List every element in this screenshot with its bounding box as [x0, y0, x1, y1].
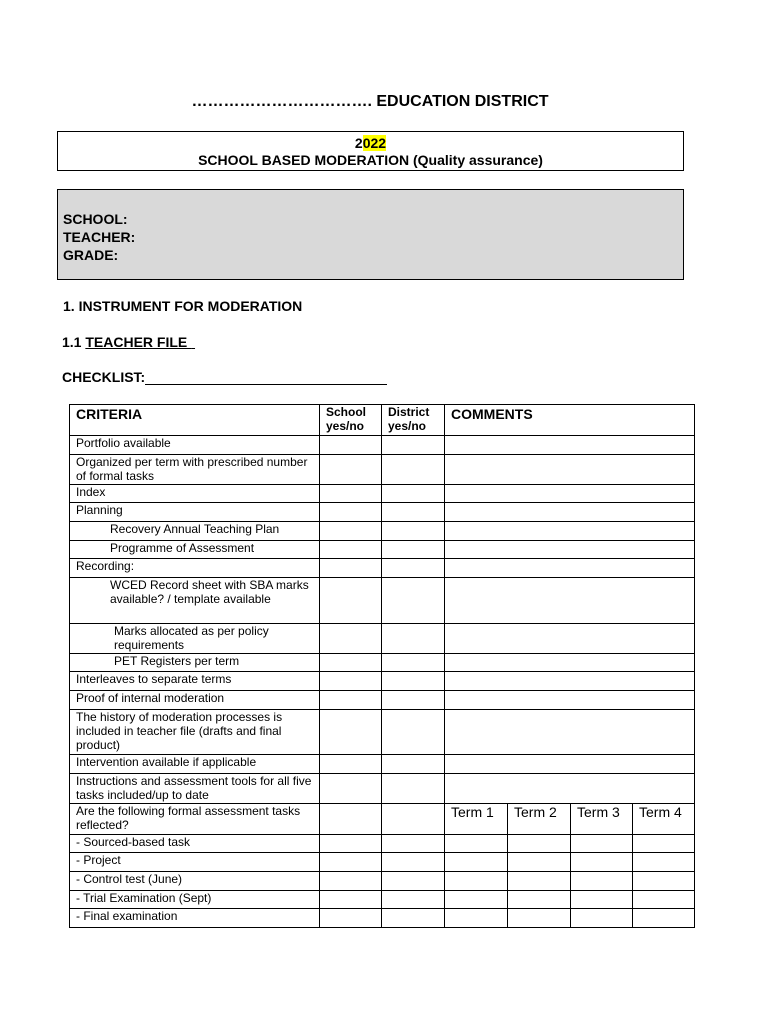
input-cell[interactable] — [445, 755, 695, 774]
criteria-cell: - Sourced-based task — [70, 835, 320, 853]
input-cell[interactable] — [382, 672, 445, 691]
term-2-header: Term 2 — [508, 804, 571, 835]
input-cell[interactable] — [382, 710, 445, 755]
input-cell[interactable] — [382, 654, 445, 672]
table-row — [70, 891, 695, 909]
input-cell[interactable] — [445, 522, 695, 541]
table-row — [70, 804, 695, 835]
checklist-table — [69, 404, 695, 928]
table-row — [70, 853, 695, 872]
input-cell[interactable] — [382, 891, 445, 909]
term-3-header: Term 3 — [571, 804, 633, 835]
input-cell[interactable] — [382, 872, 445, 891]
input-cell[interactable] — [320, 485, 382, 503]
table-row — [70, 559, 695, 578]
input-cell[interactable] — [508, 853, 571, 872]
input-cell[interactable] — [382, 436, 445, 455]
table-row — [70, 654, 695, 672]
criteria-cell: Recovery Annual Teaching Plan — [70, 522, 320, 541]
input-cell[interactable] — [320, 691, 382, 710]
table-row — [70, 710, 695, 755]
subsection-title: TEACHER FILE — [85, 334, 192, 350]
input-cell[interactable] — [382, 578, 445, 624]
input-cell[interactable] — [320, 872, 382, 891]
moderation-title-box — [57, 131, 684, 171]
input-cell[interactable] — [508, 891, 571, 909]
year-line — [58, 135, 683, 152]
input-cell[interactable] — [571, 872, 633, 891]
input-cell[interactable] — [571, 853, 633, 872]
district-title: ……………………………. EDUCATION DISTRICT — [191, 93, 549, 110]
teacher-label: TEACHER: — [63, 229, 136, 245]
input-cell[interactable] — [382, 774, 445, 804]
input-cell[interactable] — [382, 853, 445, 872]
subsection-heading — [62, 334, 207, 350]
input-cell[interactable] — [382, 624, 445, 654]
input-cell[interactable] — [320, 672, 382, 691]
table-row — [70, 835, 695, 853]
table-row — [70, 909, 695, 928]
criteria-cell: Are the following formal assessment tasks reflected? — [70, 804, 320, 835]
checklist-label: CHECKLIST: — [62, 369, 146, 385]
input-cell[interactable] — [571, 909, 633, 928]
input-cell[interactable] — [320, 624, 382, 654]
input-cell[interactable] — [445, 853, 508, 872]
table-row — [70, 624, 695, 654]
criteria-cell: - Control test (June) — [70, 872, 320, 891]
input-cell[interactable] — [320, 755, 382, 774]
input-cell[interactable] — [445, 891, 508, 909]
input-cell[interactable] — [445, 436, 695, 455]
term-1-header: Term 1 — [445, 804, 508, 835]
input-cell[interactable] — [320, 909, 382, 928]
input-cell[interactable] — [445, 835, 508, 853]
table-row — [70, 522, 695, 541]
district-header: District yes/no — [382, 405, 445, 436]
input-cell[interactable] — [445, 541, 695, 559]
table-row — [70, 872, 695, 891]
input-cell[interactable] — [382, 522, 445, 541]
input-cell[interactable] — [382, 804, 445, 835]
input-cell[interactable] — [382, 691, 445, 710]
table-row — [70, 578, 695, 624]
input-cell[interactable] — [633, 853, 695, 872]
table-row — [70, 691, 695, 710]
input-cell[interactable] — [571, 891, 633, 909]
input-cell[interactable] — [320, 578, 382, 624]
criteria-cell: - Final examination — [70, 909, 320, 928]
input-cell[interactable] — [320, 559, 382, 578]
year-highlight: 022 — [362, 135, 387, 151]
criteria-cell: - Trial Examination (Sept) — [70, 891, 320, 909]
input-cell[interactable] — [445, 503, 695, 522]
input-cell[interactable] — [382, 909, 445, 928]
table-row — [70, 485, 695, 503]
input-cell[interactable] — [445, 672, 695, 691]
criteria-cell: Marks allocated as per policy requirements — [70, 624, 320, 654]
table-row — [70, 436, 695, 455]
table-row — [70, 503, 695, 522]
criteria-cell: Interleaves to separate terms — [70, 672, 320, 691]
input-cell[interactable] — [382, 755, 445, 774]
criteria-cell: WCED Record sheet with SBA marks available? / template available — [70, 578, 320, 624]
criteria-cell: Recording: — [70, 559, 320, 578]
input-cell[interactable] — [382, 541, 445, 559]
term-4-header: Term 4 — [633, 804, 695, 835]
input-cell[interactable] — [633, 835, 695, 853]
input-cell[interactable] — [320, 710, 382, 755]
table-row — [70, 774, 695, 804]
input-cell[interactable] — [445, 710, 695, 755]
input-cell[interactable] — [571, 835, 633, 853]
input-cell[interactable] — [633, 872, 695, 891]
section-heading: 1. INSTRUMENT FOR MODERATION — [63, 298, 303, 314]
input-cell[interactable] — [320, 541, 382, 559]
input-cell[interactable] — [320, 835, 382, 853]
input-cell[interactable] — [320, 891, 382, 909]
input-cell[interactable] — [320, 804, 382, 835]
input-cell[interactable] — [445, 578, 695, 624]
criteria-cell: Instructions and assessment tools for all five tasks included/up to date — [70, 774, 320, 804]
input-cell[interactable] — [320, 774, 382, 804]
input-cell[interactable] — [445, 909, 508, 928]
input-cell[interactable] — [320, 503, 382, 522]
checklist-heading — [62, 369, 387, 385]
input-cell[interactable] — [445, 624, 695, 654]
input-cell[interactable] — [320, 455, 382, 485]
input-cell[interactable] — [382, 485, 445, 503]
input-cell[interactable] — [445, 774, 695, 804]
moderation-subtitle: SCHOOL BASED MODERATION (Quality assurance) — [198, 152, 543, 168]
input-cell[interactable] — [445, 485, 695, 503]
input-cell[interactable] — [445, 654, 695, 672]
criteria-cell: Intervention available if applicable — [70, 755, 320, 774]
checklist-blank-line — [145, 370, 387, 385]
table-row — [70, 455, 695, 485]
criteria-cell: - Project — [70, 853, 320, 872]
input-cell[interactable] — [508, 835, 571, 853]
table-row — [70, 541, 695, 559]
input-cell[interactable] — [445, 559, 695, 578]
input-cell[interactable] — [320, 654, 382, 672]
table-row — [70, 672, 695, 691]
criteria-cell: PET Registers per term — [70, 654, 320, 672]
subsection-number: 1.1 — [62, 334, 86, 350]
input-cell[interactable] — [382, 835, 445, 853]
criteria-cell: Proof of internal moderation — [70, 691, 320, 710]
criteria-cell: Programme of Assessment — [70, 541, 320, 559]
criteria-cell: The history of moderation processes is included in teacher file (drafts and final product) — [70, 710, 320, 755]
input-cell[interactable] — [633, 891, 695, 909]
info-box — [57, 189, 684, 280]
comments-header: COMMENTS — [445, 405, 695, 436]
input-cell[interactable] — [382, 559, 445, 578]
grade-label: GRADE: — [63, 247, 119, 263]
input-cell[interactable] — [508, 872, 571, 891]
input-cell[interactable] — [382, 455, 445, 485]
input-cell[interactable] — [382, 503, 445, 522]
school-header: School yes/no — [320, 405, 382, 436]
input-cell[interactable] — [508, 909, 571, 928]
criteria-cell: Organized per term with prescribed number of formal tasks — [70, 455, 320, 485]
year-prefix: 2 — [354, 135, 363, 151]
criteria-cell: Index — [70, 485, 320, 503]
criteria-cell: Planning — [70, 503, 320, 522]
input-cell[interactable] — [320, 853, 382, 872]
school-label: SCHOOL: — [63, 211, 128, 227]
input-cell[interactable] — [320, 522, 382, 541]
input-cell[interactable] — [633, 909, 695, 928]
criteria-cell: Portfolio available — [70, 436, 320, 455]
input-cell[interactable] — [445, 691, 695, 710]
table-row — [70, 755, 695, 774]
input-cell[interactable] — [320, 436, 382, 455]
table-header-row — [70, 405, 695, 436]
criteria-header: CRITERIA — [70, 405, 320, 436]
input-cell[interactable] — [445, 872, 508, 891]
input-cell[interactable] — [445, 455, 695, 485]
